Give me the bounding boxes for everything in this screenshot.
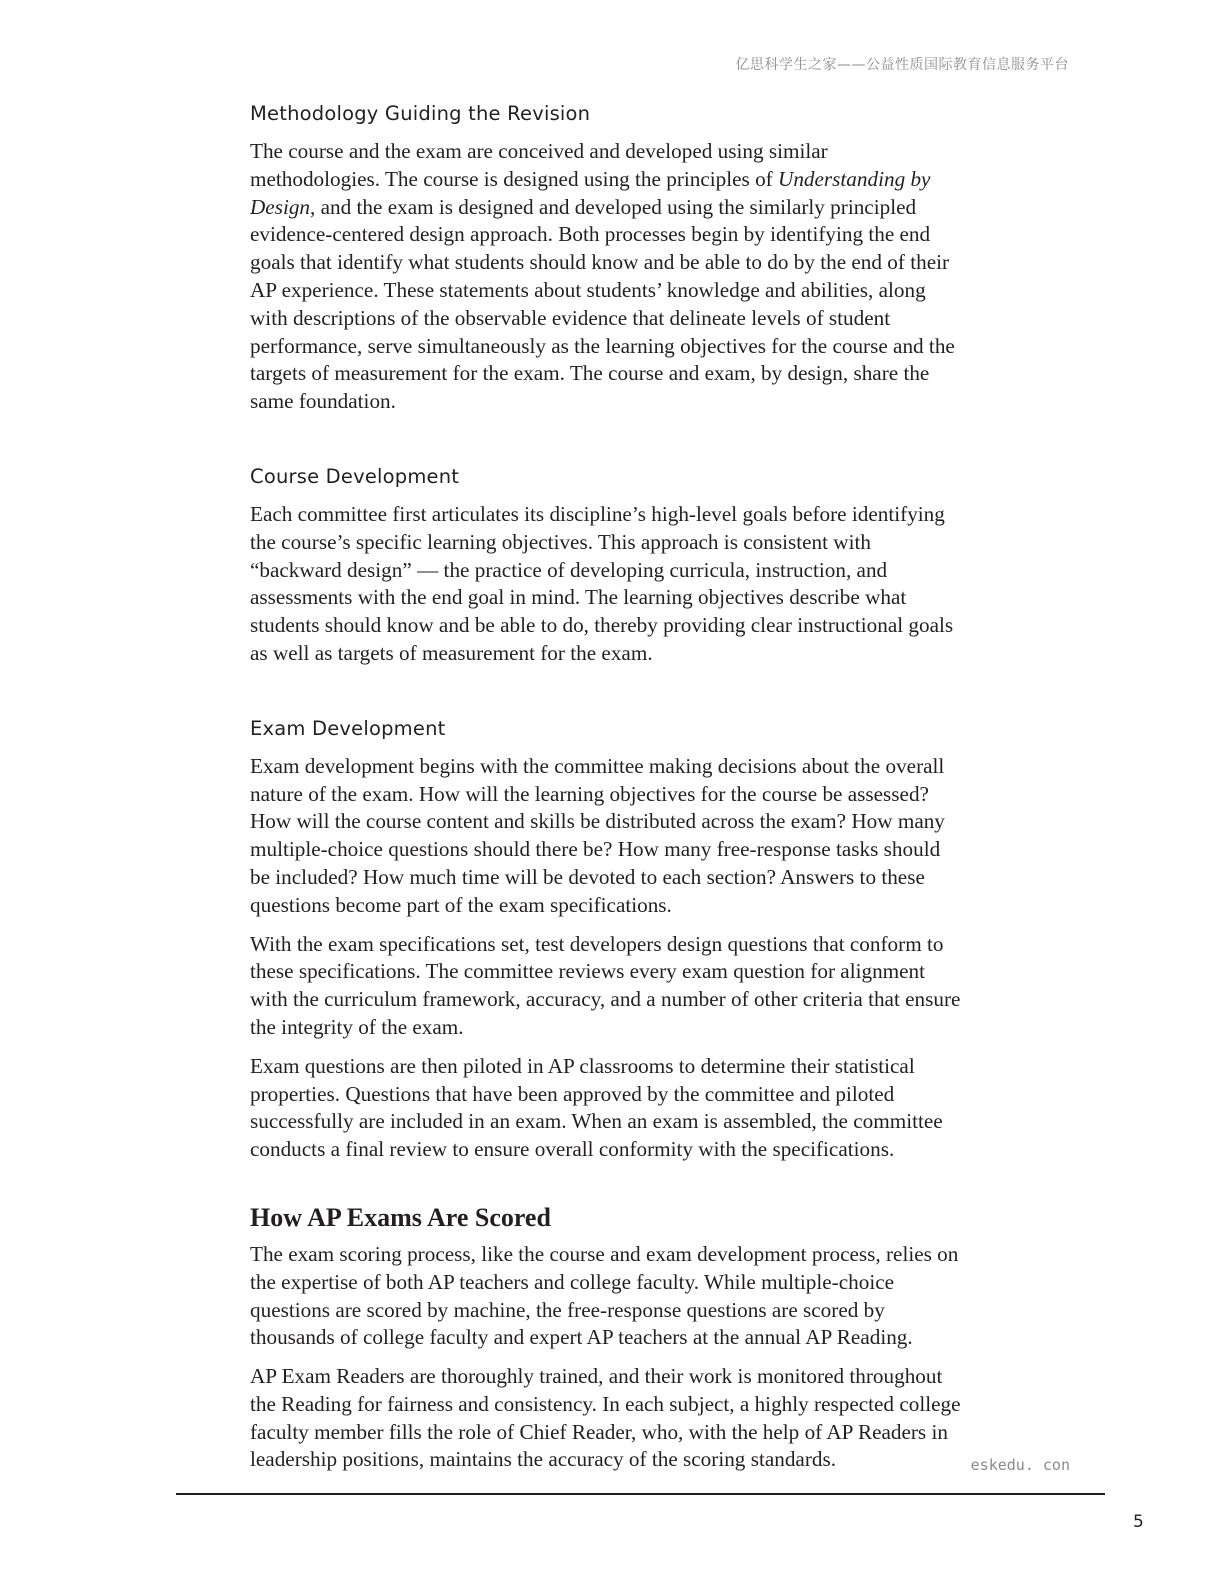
- course-development-heading: Course Development: [250, 464, 460, 488]
- methodology-italic-title: Understanding by Design: [250, 166, 931, 219]
- methodology-text-a: The course and the exam are conceived and developed using similar methodologies. The course is designed using the principles of: [250, 139, 828, 191]
- exam-development-paragraph-1: Exam development begins with the committee making decisions about the overall nature of the exam. How will the learning objectives for the course be assessed? How will the course content and skills be distributed across the exam? How many multiple-choice questions should there be? How many free-response tasks should be included? How much time will be devoted to each section? Answers to these questions become part of the exam specifications.: [250, 753, 945, 917]
- scoring-paragraph-1: The exam scoring process, like the course and exam development process, relies on the expertise of both AP teachers and college faculty. While multiple-choice questions are scored by machine, the free-response questions are scored by thousands of college faculty and expert AP teachers at the annual AP Reading.: [250, 1241, 959, 1350]
- course-development-paragraph: Each committee first articulates its discipline’s high-level goals before identifying the course’s specific learning objectives. This approach is consistent with “backward design” — the practice of developing curricula, instruction, and assessments with the end goal in mind. The learning objectives describe what students should know and be able to do, thereby providing clear instructional goals as well as targets of measurement for the exam.: [250, 501, 954, 665]
- page-number: 5: [1133, 1512, 1144, 1532]
- page-content: [250, 100, 962, 1485]
- scoring-heading: How AP Exams Are Scored: [250, 1202, 551, 1232]
- methodology-heading: Methodology Guiding the Revision: [250, 102, 591, 125]
- watermark-footer: eskedu. con: [970, 1456, 1070, 1474]
- scoring-paragraph-2: AP Exam Readers are thoroughly trained, and their work is monitored throughout the Reading for fairness and consistency. In each subject, a highly respected college faculty member fills the role of Chief Reader, who, with the help of AP Readers in leadership positions, maintains the accuracy of the scoring standards.: [250, 1364, 961, 1472]
- exam-development-paragraph-2: With the exam specifications set, test developers design questions that conform to these specifications. The committee reviews every exam question for alignment with the curriculum framework, accuracy, and a number of other criteria that ensure the integrity of the exam.: [250, 931, 961, 1039]
- footer-rule: [176, 1493, 1105, 1495]
- watermark-header: 亿思科学生之家——公益性质国际教育信息服务平台: [735, 57, 1069, 73]
- exam-development-paragraph-3: Exam questions are then piloted in AP classrooms to determine their statistical properties. Questions that have been approved by the committee and piloted successfully are included in an exam. When an exam is assembled, the committee conducts a final review to ensure overall conformity with the specifications.: [250, 1053, 943, 1162]
- methodology-paragraph: [250, 138, 962, 416]
- exam-development-heading: Exam Development: [250, 716, 446, 740]
- methodology-text-b: , and the exam is designed and developed using the similarly principled evidence-centered design approach. Both processes begin by identifying the end goals that identify what students should know and be able to do by the end of their AP experience. These statements about students’ knowledge and abilities, along with descriptions of the observable evidence that delineate levels of student performance, serve simultaneously as the learning objectives for the course and the targets of measurement for the exam. The course and exam, by design, share the same foundation.: [250, 194, 955, 414]
